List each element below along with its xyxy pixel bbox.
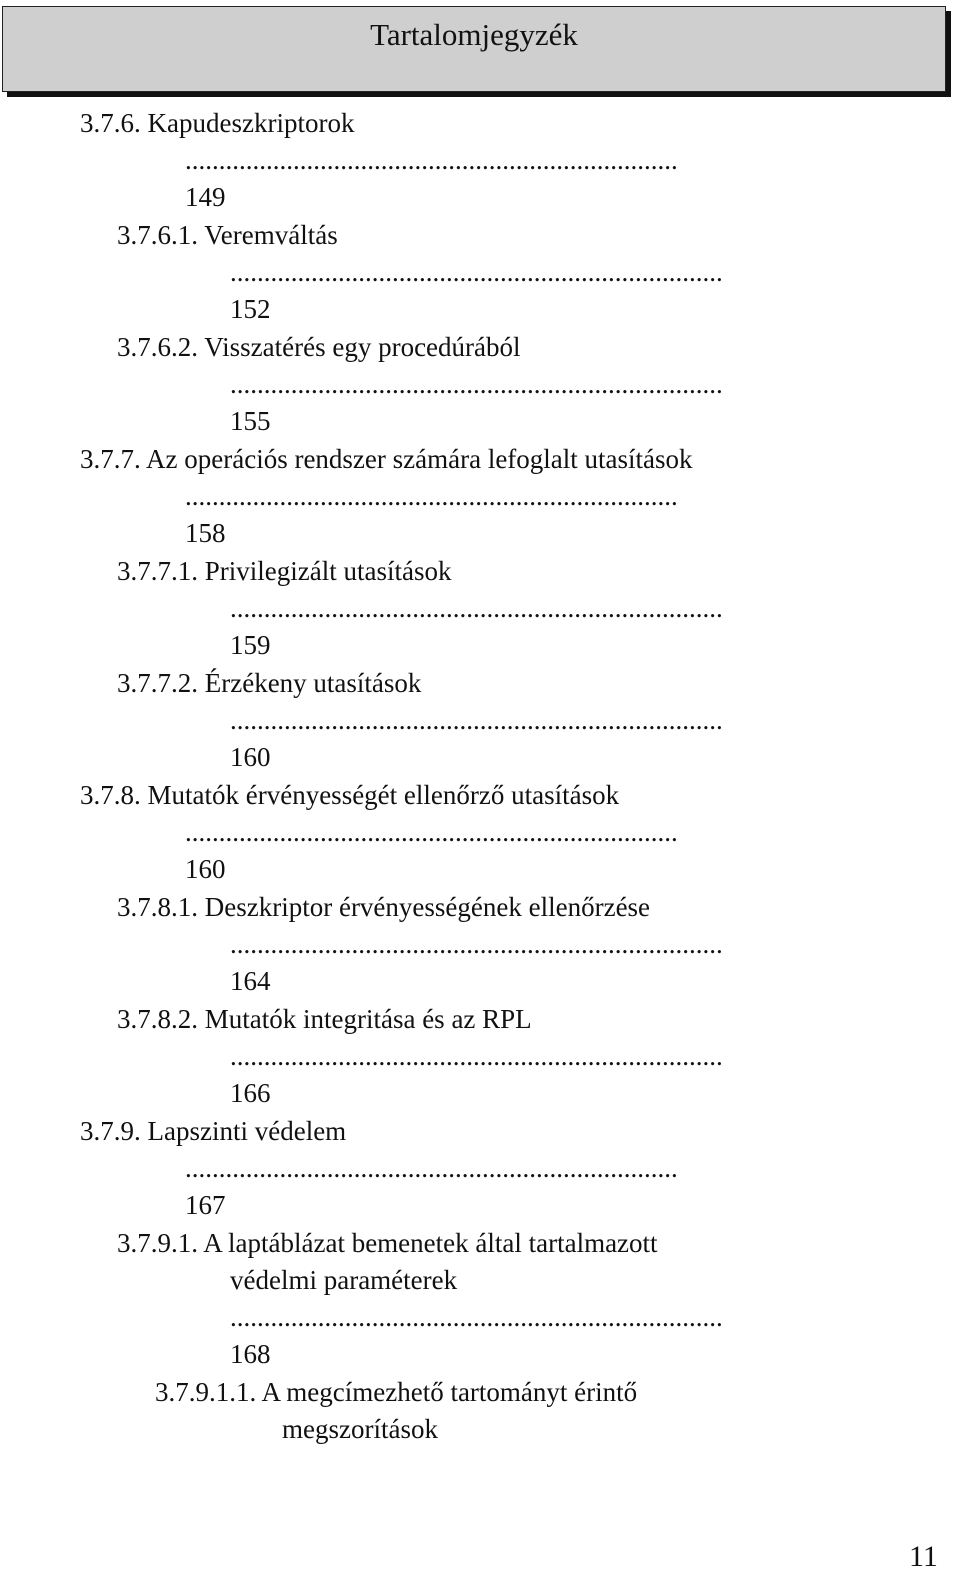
toc-entry-title: Deszkriptor érvényességének ellenőrzése xyxy=(204,892,651,922)
toc-entry-number: 3.7.9.1.1. xyxy=(155,1377,257,1407)
toc-entry-number: 3.7.8.2. xyxy=(117,1004,198,1034)
toc-leader-dots: ......................................................................... xyxy=(185,817,678,847)
toc-entry-title: Mutatók érvényességét ellenőrző utasítások xyxy=(147,780,620,810)
toc-leader-dots: ......................................................................... xyxy=(230,1041,723,1071)
toc-entry-title: Lapszinti védelem xyxy=(147,1116,347,1146)
toc-entry-page: 168 xyxy=(230,1339,271,1369)
toc-entry-page: 164 xyxy=(230,966,271,996)
toc-leader-dots: ......................................................................... xyxy=(230,1302,723,1332)
toc-entry-title-continued: védelmi paraméterek xyxy=(230,1265,458,1295)
toc-entry-page: 152 xyxy=(230,294,271,324)
toc-leader-dots: ......................................................................... xyxy=(185,481,678,511)
page-title: Tartalomjegyzék xyxy=(370,17,578,52)
toc-leader-dots: ......................................................................... xyxy=(185,145,678,175)
toc-entry-number: 3.7.7. xyxy=(80,444,141,474)
toc-entry-page: 167 xyxy=(185,1190,226,1220)
toc-entry-page: 166 xyxy=(230,1078,271,1108)
toc-entry-number: 3.7.6.2. xyxy=(117,332,198,362)
toc-entry-number: 3.7.6. xyxy=(80,108,141,138)
toc-leader-dots: ......................................................................... xyxy=(230,593,723,623)
title-box xyxy=(2,6,946,92)
toc-entry-number: 3.7.7.2. xyxy=(117,668,198,698)
toc-leader-dots: ......................................................................... xyxy=(230,369,723,399)
toc-entry-title: Veremváltás xyxy=(204,220,338,250)
toc-leader-dots: ......................................................................... xyxy=(230,929,723,959)
toc-leader-dots: ......................................................................... xyxy=(230,257,723,287)
toc-entry-number: 3.7.9. xyxy=(80,1116,141,1146)
toc-entry-title: Érzékeny utasítások xyxy=(204,668,422,698)
toc-entry-number: 3.7.8.1. xyxy=(117,892,198,922)
toc-entry-title: A megcímezhető tartományt érintő xyxy=(261,1377,638,1407)
toc-entry-number: 3.7.9.1. xyxy=(117,1228,198,1258)
toc-leader-dots: ......................................................................... xyxy=(230,705,723,735)
toc-entry-page: 149 xyxy=(185,182,226,212)
toc-entry-page: 160 xyxy=(230,742,271,772)
toc-entry-page: 159 xyxy=(230,630,271,660)
toc-entry-title: Mutatók integritása és az RPL xyxy=(204,1004,532,1034)
toc-entry-number: 3.7.7.1. xyxy=(117,556,198,586)
page-number: 11 xyxy=(909,1540,938,1573)
toc-entry-title: Visszatérés egy procedúrából xyxy=(204,332,521,362)
toc-entry-page: 158 xyxy=(185,518,226,548)
toc-entry-title-continued: megszorítások xyxy=(282,1414,438,1444)
toc-entry-number: 3.7.8. xyxy=(80,780,141,810)
toc-entry-title: A laptáblázat bemenetek által tartalmazott xyxy=(203,1228,658,1258)
toc-entry-title: Az operációs rendszer számára lefoglalt utasítások xyxy=(146,444,693,474)
toc-leader-dots: ......................................................................... xyxy=(185,1153,678,1183)
toc-entry-title: Kapudeszkriptorok xyxy=(147,108,355,138)
toc-entry-number: 3.7.6.1. xyxy=(117,220,198,250)
toc-entry-page: 155 xyxy=(230,406,271,436)
toc-entry-title: Privilegizált utasítások xyxy=(204,556,452,586)
toc-entry-page: 160 xyxy=(185,854,226,884)
